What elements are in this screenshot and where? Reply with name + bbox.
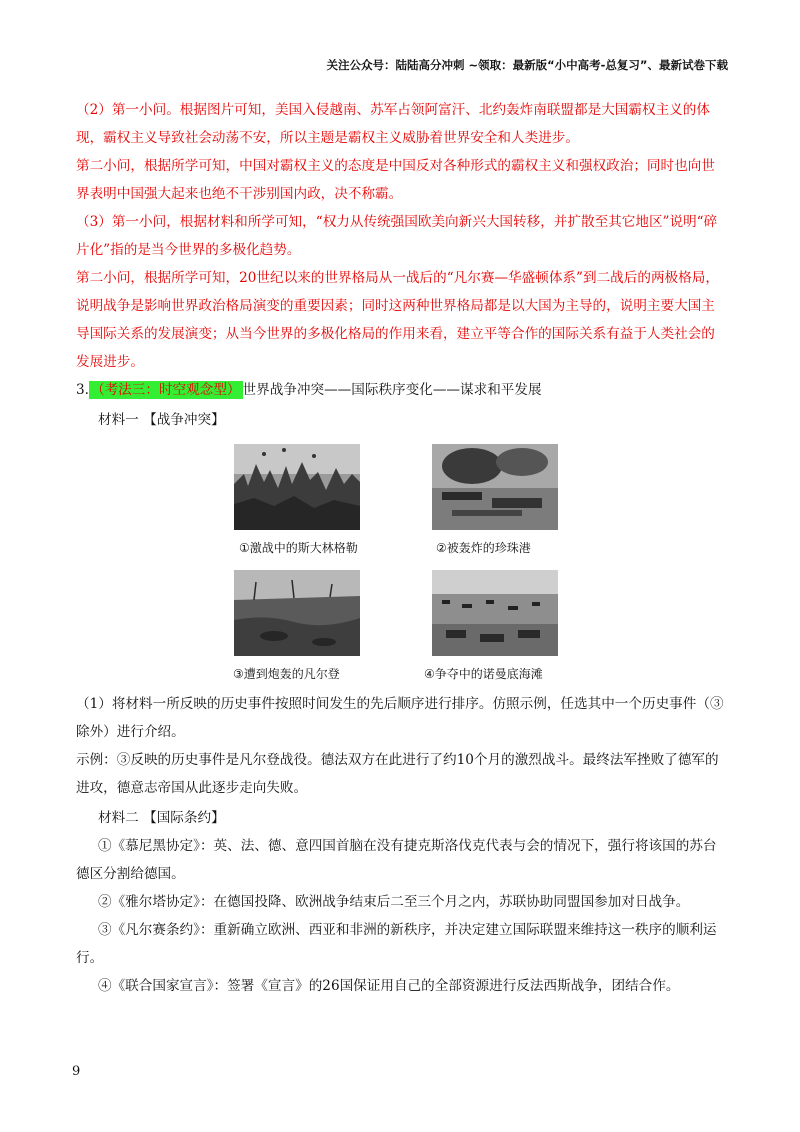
stalingrad-photo bbox=[234, 444, 360, 530]
caption-normandy: ④争夺中的诺曼底海滩 bbox=[424, 667, 543, 681]
question-3-1-example: 示例：③反映的历史事件是凡尔登战役。德法双方在此进行了约10个月的激烈战斗。最终法军挫败了德军的进攻，德意志帝国从此逐步走向失败。 bbox=[76, 752, 719, 796]
answer-3-part1: （3）第一小问，根据材料和所学可知，“权力从传统强国欧美向新兴大国转移，并扩散至其它地区”说明“碎片化”指的是当今世界的多极化趋势。 bbox=[76, 214, 718, 258]
normandy-photo bbox=[432, 570, 558, 656]
question-3-heading bbox=[76, 376, 728, 404]
war-photo-grid bbox=[76, 438, 728, 690]
treaty-item-munich: ①《慕尼黑协定》：英、法、德、意四国首脑在没有捷克斯洛伐克代表与会的情况下，强行将该国的苏台德区分割给德国。 bbox=[76, 838, 717, 882]
material-2-title: 材料二 【国际条约】 bbox=[98, 810, 225, 826]
answer-2-part1: （2）第一小问。根据图片可知，美国入侵越南、苏军占领阿富汗、北约轰炸南联盟都是大国霸权主义的体现，霸权主义导致社会动荡不安，所以主题是霸权主义威胁着世界安全和人类进步。 bbox=[76, 102, 710, 146]
question-title: 世界战争冲突——国际秩序变化——谋求和平发展 bbox=[242, 382, 542, 398]
question-type-tag: （考法三：时空观念型） bbox=[90, 382, 241, 398]
page-number: 9 bbox=[72, 1064, 81, 1079]
answer-3-part2: 第二小问，根据所学可知，20世纪以来的世界格局从一战后的“凡尔赛—华盛顿体系”到二战后的两极格局，说明战争是影响世界政治格局演变的重要因素；同时这两种世界格局都是以大国为主导的，说明主要大国主导国际关系的发展演变；从当今世界的多极化格局的作用来看，建立平等合作的国际关系有益于人类社会的发展进步。 bbox=[76, 270, 719, 370]
caption-pearl-harbor: ②被轰炸的珍珠港 bbox=[436, 541, 531, 555]
caption-stalingrad: ①激战中的斯大林格勒 bbox=[239, 541, 358, 555]
answer-2-part2: 第二小问，根据所学可知，中国对霸权主义的态度是中国反对各种形式的霸权主义和强权政治；同时也向世界表明中国强大起来也绝不干涉别国内政，决不称霸。 bbox=[76, 158, 715, 202]
caption-verdun: ③遭到炮轰的凡尔登 bbox=[233, 667, 340, 681]
question-3-1: （1）将材料一所反映的历史事件按照时间发生的先后顺序进行排序。仿照示例，任选其中一个历史事件（③除外）进行介绍。 bbox=[76, 696, 724, 740]
page-content bbox=[76, 96, 728, 1000]
treaty-item-versailles: ③《凡尔赛条约》：重新确立欧洲、西亚和非洲的新秩序，并决定建立国际联盟来维持这一秩序的顺利运行。 bbox=[76, 922, 717, 966]
page-header: 关注公众号：陆陆高分冲刺 ~领取：最新版“小中高考-总复习”、最新试卷下载 bbox=[326, 58, 728, 72]
pearl-harbor-photo bbox=[432, 444, 558, 530]
treaty-item-yalta: ②《雅尔塔协定》：在德国投降、欧洲战争结束后二至三个月之内，苏联协助同盟国参加对日战争。 bbox=[98, 894, 690, 910]
verdun-photo bbox=[234, 570, 360, 656]
question-number: 3. bbox=[76, 382, 89, 398]
treaty-item-un-declaration: ④《联合国家宣言》：签署《宣言》的26国保证用自己的全部资源进行反法西斯战争，团结合作。 bbox=[98, 978, 680, 994]
material-1-title: 材料一 【战争冲突】 bbox=[98, 412, 225, 428]
